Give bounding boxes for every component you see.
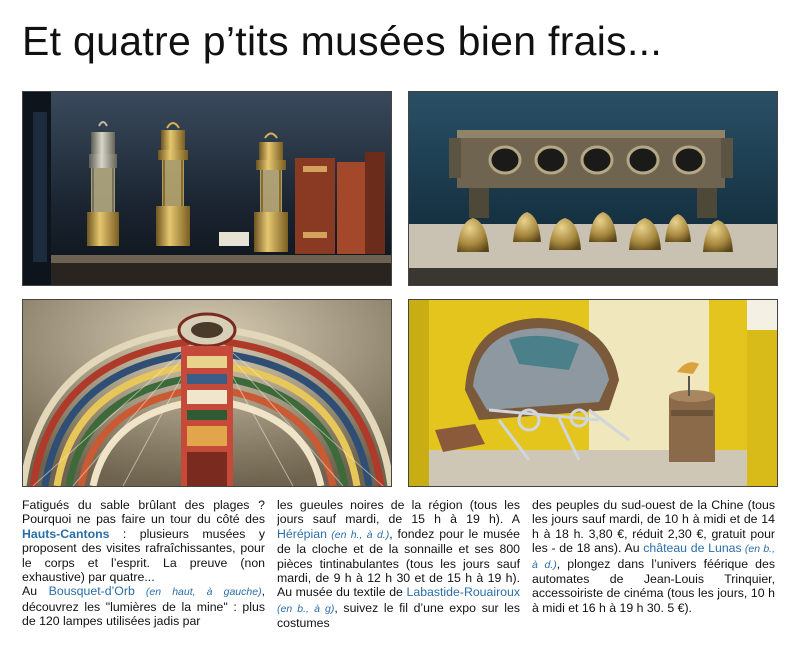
bell-text: , fondez pour le musée de la cloche et de la sonnaille et ses 800 pièces tintinabulantes (tous les jours sauf mardi, de 9 h à 12 h 30 et de 15 h à 19 h). Au musée du textile de — [277, 526, 520, 600]
photo-ref-1: (en haut, à gauche) — [134, 586, 262, 599]
place-labastide: Labastide-Rouairoux — [406, 585, 520, 600]
photo-ref-2: (en h., à d.) — [326, 528, 390, 541]
headline: Et quatre p’tits musées bien frais... — [22, 18, 663, 64]
place-lunas: château de Lunas — [643, 541, 742, 556]
mine-text: les gueules noires de la région (tous les jours sauf mardi, de 15 h à 19 h). A — [277, 498, 520, 527]
automates-text: , plongez dans l’univers féérique des automates de Jean-Louis Trinquier, accessoiriste de cinéma (tous les jours, 10 h à midi et 16 h à 19 h 30. 5 €). — [532, 556, 775, 615]
bousquet-intro: Au — [22, 584, 49, 599]
place-herepian: Hérépian — [277, 526, 327, 541]
photo-costume — [22, 299, 392, 487]
photo-automaton — [408, 299, 778, 487]
place-hauts-cantons: Hauts-Cantons — [22, 526, 110, 541]
textile-text: , suivez le fil d’une expo sur les costumes — [277, 600, 520, 631]
place-bousquet: Bousquet-d’Orb — [48, 584, 135, 599]
photo-ref-4: (en b., à d.) — [532, 543, 775, 571]
photo-mine-lamps — [22, 91, 392, 286]
bousquet-text: , découvrez les "lumières de la mine" : plus de 120 lampes utilisées jadis par — [22, 584, 265, 629]
article-body — [22, 498, 774, 648]
column-3 — [532, 498, 775, 648]
photo-bells — [408, 91, 778, 286]
column-2 — [277, 498, 520, 648]
china-text: des peuples du sud-ouest de la Chine (tous les jours sauf mardi, de 10 h à midi et de 14 h à 18 h. 3,80 €, réduit 2,30 €, gratuit pour les - de 18 ans). Au — [532, 498, 775, 556]
photo-ref-3: (en b., à g) — [277, 602, 335, 615]
intro-text: Fatigués du sable brûlant des plages ? Pourquoi ne pas faire un tour du côté des — [22, 498, 265, 527]
column-1 — [22, 498, 265, 648]
intro-text-cont: : plusieurs musées y proposent des visites rafraîchissantes, pour le corps et l’esprit. La preuve (non exhaustive) par quatre... — [22, 526, 265, 585]
